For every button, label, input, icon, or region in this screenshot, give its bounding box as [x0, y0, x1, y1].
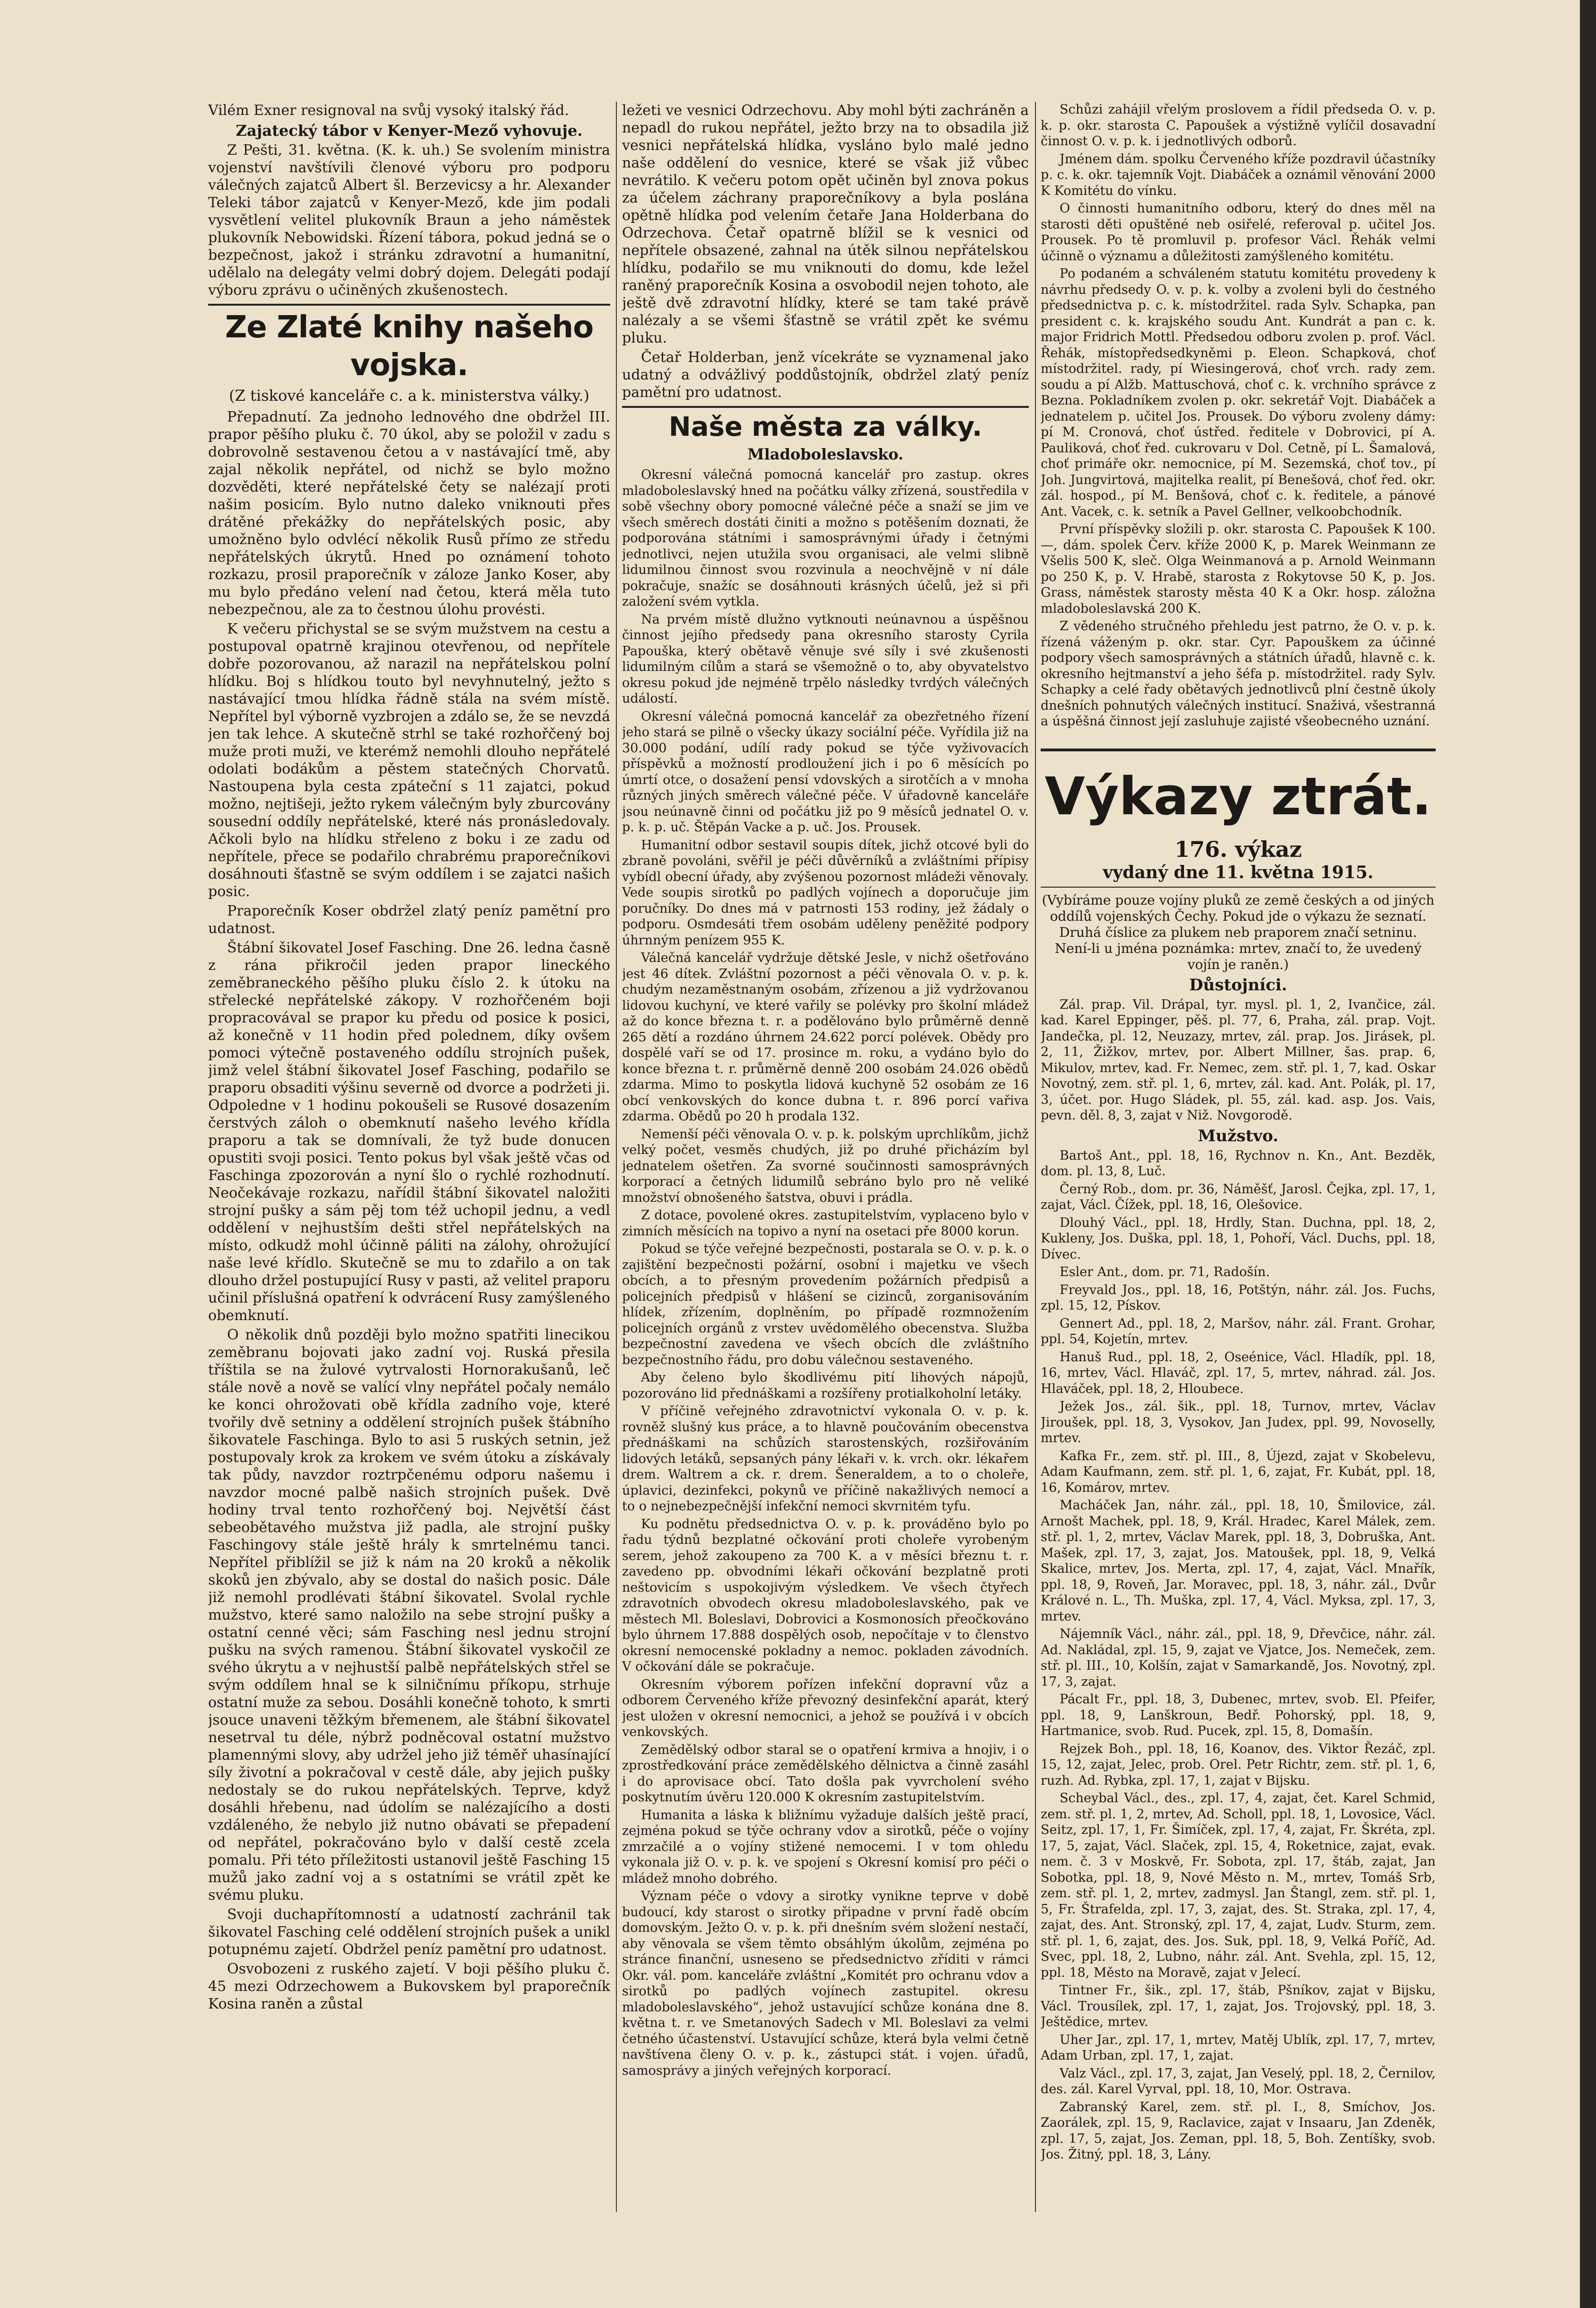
- category-men: Mužstvo.: [1198, 1126, 1279, 1145]
- list-item: Rejzek Boh., ppl. 18, 16, Koanov, des. Viktor Řezáč, zpl. 15, 12, zajat, Jelec, prob. Orel. Petr Richtr, zem. stř. pl. 1, 6, ruzh. Ad. Rybka, zpl. 17, 1, zajat v Bijsku.: [1041, 1741, 1436, 1788]
- paragraph: Vilém Exner resignoval na svůj vysoký italský řád.: [208, 102, 569, 119]
- list-item: Freyvald Jos., ppl. 18, 16, Potštýn, náhr. zál. Jos. Fuchs, zpl. 15, 12, Pískov.: [1041, 1282, 1436, 1313]
- paragraph: První příspěvky složili p. okr. starosta C. Papoušek K 100.—, dám. spolek Červ. kříže 2000 K, p. Marek Weinmann ze Všelis 500 K, sleč. Olga Weinmanová a p. Arnold Weinmann po 250 K, p. V. Hrabě, starosta z Rokytovse 50 K, p. Jos. Grass, náměstek starosty města 40 K a Okr. hosp. záložna mladoboleslavská 200 K.: [1041, 522, 1436, 616]
- list-item: Uher Jar., zpl. 17, 1, mrtev, Matěj Ublík, zpl. 17, 7, mrtev, Adam Urban, zpl. 17, 1, zajat.: [1041, 2032, 1436, 2063]
- paragraph: Humanitní odbor sestavil soupis dítek, jichž otcové byli do zbraně povoláni, svěřil je péči důvěrníků a zvláštními přípisy vybídl obecní úřady, aby zvýšenou pozornost mládeži věnovaly. Vede soupis sirotků po padlých vojínech a doporučuje jim poručníky. Do dnes má v patrnosti 153 rodiny, jež žádaly o podporu. Osmdesáti třem osobám uděleny peněžité podpory úhrnným penízem 955 K.: [622, 837, 1029, 948]
- column-3: [1041, 102, 1436, 2217]
- paragraph: Aby čeleno bylo škodlivému pití lihových nápojů, pozorováno lid přednáškami a rozšířeny protialkoholní letáky.: [622, 1370, 1029, 1401]
- men-list: [1041, 1148, 1436, 2163]
- paragraph: Ku podnětu předsednictva O. v. p. k. prováděno bylo po řadu týdnů bezplatné očkování proti choleře vyrobeným serem, jehož zakoupeno za 700 K. a v měsíci březnu t. r. zavedeno pp. obvodními lékaři očkování bezplatně proti neštovicím s uspokojivým výsledkem. Ve všech čtyřech zdravotních obvodech okresu mladoboleslavského, pak ve městech Ml. Boleslavi, Dobrovici a Kosmonosích přeočkováno bylo úhrnem 17.888 dospělých osob, nepočítaje v to členstvo okresní nemocenské pokladny a nemoc. pokladen závodních. V očkování dále se pokračuje.: [622, 1516, 1029, 1674]
- paragraph: Pokud se týče veřejné bezpečnosti, postarala se O. v. p. k. o zajištění bezpečnosti požární, osobní i majetku ve všech obcích, a to přesným provedením požárních předpisů a policejních předpisů v hlášení se cizinců, zorganisováním hlídek, zřízením, doplněním, po případě rozmnožením policejních orgánů z vrstev uvědomělého obecenstva. Služba bezpečnostní zavedena ve všech obcích dle zvláštního bezpečnostního řádu, pro dobu válečnou sestaveného.: [622, 1242, 1029, 1367]
- report-note: (Vybíráme pouze vojíny pluků ze země českých a od jiných oddílů vojenských Čechy. Pokud jde o výkazu že seznatí. Druhá číslice za plukem neb praporem značí setninu. Není-li u jména poznámka: mrtev, značí to, že uvedený vojín je raněn.): [1042, 892, 1435, 972]
- list-item: Ježek Jos., zál. šik., ppl. 18, Turnov, mrtev, Václav Jiroušek, ppl. 18, 3, Vysokov, Jan Judex, ppl. 99, Novoselly, mrtev.: [1041, 1399, 1436, 1445]
- paragraph: Schůzi zahájil vřelým proslovem a řídil předseda O. v. p. k. p. okr. starosta C. Papoušek a výstižně vylíčil dosavadní činnost O. v. p. k. i jednotlivých odborů.: [1041, 102, 1436, 149]
- paragraph: Okresním výborem pořízen infekční dopravní vůz a odborem Červeného kříže převozný desinfekční aparát, který jest uložen v okresní nemocnici, a jehož se používá i v obcích venkovských.: [622, 1677, 1029, 1739]
- list-item: Gennert Ad., ppl. 18, 2, Maršov, náhr. zál. Frant. Grohar, ppl. 54, Kojetín, mrtev.: [1041, 1316, 1436, 1347]
- paragraph: Okresní válečná pomocná kancelář pro zastup. okres mladoboleslavský hned na počátku války zřízená, soustředila v sobě všechny obory pomocné válečné péče a snaží se jim ve všech směrech dostáti činiti a možno s potěšením doznati, že podporována státními i samosprávnými úřady i četnými jednotlivci, nejen utužila svou organisaci, ale velmi slibně lidumilnou činnost svou rozvinula a neochvějně v ní dále pokračuje, snažíc se dosáhnouti krásných účelů, jež si při založení svém vytkla.: [622, 467, 1029, 609]
- list-item: Tintner Fr., šik., zpl. 17, štáb, Pšníkov, zajat v Bijsku, Václ. Trousílek, zpl. 17, 1, zajat, Jos. Trojovský, ppl. 18, 3. Ještědice, mrtev.: [1041, 1983, 1436, 2029]
- list-item: Zabranský Karel, zem. stř. pl. I., 8, Smíchov, Jos. Zaorálek, zpl. 15, 9, Raclavice, zajat v Insaaru, Jan Zdeněk, zpl. 17, 5, zajat, Jos. Zeman, ppl. 18, 5, Boh. Zentíšky, svob. Jos. Žitný, ppl. 18, 3, Lány.: [1041, 2099, 1436, 2162]
- category-officers: Důstojníci.: [1189, 975, 1288, 995]
- paragraph: O několik dnů později bylo možno spatřiti linecikou zeměbranu bojovati jako zadní voj. Ruská přesila tříštila se na žulové vytrvalosti Hornorakušanů, leč stále nově a nově se valící vlny nepřátel počaly nemálo ke konci ohrožovati obě křídla zadního voje, které tvořily dvě setniny a oddělení strojních pušek štábního šikovatele Faschinga. Bylo to asi 5 ruských setnin, jež postupovaly krok za krokem ve svém útoku a získávaly tak půdy, navzdor roztrpčenému odporu našemu i navzdor mocné palbě našich strojních pušek. Dvě hodiny trval tento rozhořčený boj. Největší část sebeobětavého mužstva již padla, ale strojní pušky Faschingovy stále ještě hrály k smrtelnému tanci. Nepřítel přiblížil se již k nám na 20 kroků a několik skoků jen zbývalo, aby se dostal do našich posic. Dále již nemohl prodlévati štábní šikovatel. Svolal rychle mužstvo, které samo naložilo na sebe strojní pušky a ostatní cenné věci; sám Fasching nesl jednu strojní pušku na svých ramenou. Štábní šikovatel vyskočil ze svého úkrytu a v nejhustší palbě nepřátelských střel se svým oddílem hnal se k silničnímu příkopu, strhuje ostatní muže za sebou. Dosáhli konečně tohoto, k smrti jsouce unaveni těžkým břemenem, ale štábní šikovatel nesetrval tu déle, nýbrž podněcoval ostatní mužstvo plamennými slovy, aby udržel jeho již téměř uhasínající síly životní a pokračoval v cestě dále, aby jejich pušky nedostaly se do rukou nepřátelských. Teprve, když dosáhli hřebenu, nad údolím se nalézajícího a dosti vzdáleného, že nebylo již nutno obávati se přepadení od nepřátel, pokračováno bylo v další cestě zcela pomalu. Při této příležitosti ustanovil ještě Fasching 15 mužů jako zadní voj a s ostatními se vrátil zpět ke svému pluku.: [208, 1327, 610, 1903]
- paragraph: Po podaném a schváleném statutu komitétu provedeny k návrhu předsedy O. v. p. k. volby a zvoleni byli do čestného předsednictva p. c. k. místodržitel. rada Sylv. Schapka, pan president c. k. krajského soudu Ant. Kundrát a pan c. k. major Fridrich Mottl. Předsedou odboru zvolen p. prof. Václ. Řehák, místopředsedkyněmi p. Eleon. Schapková, choť místodržitel. rady, pí Wiesingerová, choť vrch. rady zem. soudu a pí Alžb. Mattuschová, choť c. k. vrchního správce z Bezna. Pokladníkem zvolen p. okr. sekretář Vojt. Diabáček a jednatelem p. učitel Jos. Prousek. Do výboru zvoleny dámy: pí M. Cronová, choť ústřed. ředitele v Dobrovici, pí A. Pauliková, choť řed. cukrovaru v Dol. Cetně, pí L. Šamalová, choť primáře okr. nemocnice, pí M. Sezemská, choť tov., pí Joh. Jungvirtová, majitelka realit, pí Benešová, choť řed. okr. zál. hospod., pí M. Benšová, choť c. k. ředitele, a pánové Ant. Vacek, c. k. setník a Pavel Gellner, velkoobchodník.: [1041, 266, 1436, 519]
- subheadline: (Z tiskové kanceláře c. a k. ministerstva války.): [229, 387, 589, 405]
- list-item: Kafka Fr., zem. stř. pl. III., 8, Újezd, zajat v Skobelevu, Adam Kaufmann, zem. stř. pl. 1, 6, zajat, Fr. Kubát, ppl. 18, 16, Komárov, mrtev.: [1041, 1448, 1436, 1495]
- list-item: Scheybal Václ., des., zpl. 17, 4, zajat, čet. Karel Schmid, zem. stř. pl. 1, 2, mrtev, Ad. Scholl, ppl. 18, 1, Lovosice, Václ. Seitz, zpl. 17, 1, Fr. Šimíček, zpl. 17, 4, zajat, Fr. Škréta, zpl. 17, 5, zajat, Václ. Slaček, zpl. 15, 4, Roketnice, zajat, evak. nem. č. 3 v Moskvě, Fr. Sobota, zpl. 17, štáb, zajat, Jan Sobotka, ppl. 18, 9, Nové Město n. M., mrtev, Tomáš Srb, zem. stř. pl. 1, 2, mrtev, zadmysl. Jan Štangl, zem. stř. pl. 1, 5, Fr. Štrafelda, zpl. 17, 3, zajat, des. St. Straka, zpl. 17, 4, zajat, des. Ant. Stronský, zpl. 17, 4, zajat, Ludv. Sturm, zem. stř. pl. 1, 6, zajat, des. Jos. Suk, ppl. 18, 9, Velká Poříč, Ad. Svec, ppl. 18, 2, Lubno, náhr. zál. Ant. Svehla, zpl. 15, 12, ppl. 18, Město na Moravě, zajat v Jelecí.: [1041, 1791, 1436, 1980]
- article-body: [1041, 102, 1436, 730]
- headline-kenyer-mezo: Zajatecký tábor v Kenyer-Mező vyhovuje.: [236, 122, 583, 140]
- paragraph: O činnosti humanitního odboru, který do dnes měl na starosti děti opuštěné neb osiřelé, referoval p. učitel Jos. Prousek. Po tě promluvil p. profesor Václ. Řehák velmi účinně o významu a důležitosti zamýšleného komitétu.: [1041, 201, 1436, 264]
- list-item: Černý Rob., dom. pr. 36, Náměšť, Jarosl. Čejka, zpl. 17, 1, zajat, Václ. Čížek, ppl. 18, 16, Olešovice.: [1041, 1181, 1436, 1212]
- paragraph: Na prvém místě dlužno vytknouti neúnavnou a úspěšnou činnost jejího předsedy pana okresního starosty Cyrila Papouška, který obětavě věnuje své síly i své zkušenosti lidumilným cílům a stará se všemožně o to, aby obyvatelstvo okresu pokud jde nejméně trpělo následky tvrdých válečných událostí.: [622, 612, 1029, 706]
- report-date: vydaný dne 11. května 1915.: [1041, 862, 1436, 888]
- paragraph: Praporečník Koser obdržel zlatý peníz pamětní pro udatnost.: [208, 903, 610, 937]
- list-item: Valz Václ., zpl. 17, 3, zajat, Jan Veselý, ppl. 18, 2, Černilov, des. zál. Karel Vyrval, ppl. 18, 10, Mor. Ostrava.: [1041, 2066, 1436, 2097]
- list-item: Zál. prap. Vil. Drápal, tyr. mysl. pl. 1, 2, Ivančice, zál. kad. Karel Eppinger, pěš. pl. 77, 6, Praha, zál. prap. Vojt. Jandečka, pl. 12, Neuzazy, mrtev, zál. prap. Jos. Jirásek, pl. 2, 11, Žižkov, mrtev, por. Albert Millner, šas. prap. 6, Mikulov, mrtev, kad. Fr. Nemec, zem. stř. pl. 1, 7, kad. Oskar Novotný, zem. stř. pl. 1, 6, mrtev, zál. kad. Ant. Polák, pl. 17, 3, účet. por. Hugo Sládek, pl. 55, zál. kad. asp. Jos. Vais, pevn. děl. 8, 3, zajat v Niž. Novgorodě.: [1041, 997, 1436, 1123]
- paragraph: Z vědeného stručného přehledu jest patrno, že O. v. p. k. řízená váženým p. okr. star. Cyr. Papouškem za účinné podpory všech samosprávných a státních úřadů, hlavně c. k. okresního hejtmanství a jeho šéfa p. místodržitel. rady Sylv. Schapky a celé řady obětavých jednotlivců plní čestně úkoly dnešních pohnutých válečných institucí. Snaživá, všestranná a úspěšná činnost její zasluhuje zajisté všeobecného uznání.: [1041, 619, 1436, 729]
- paragraph: Štábní šikovatel Josef Fasching. Dne 26. ledna časně z rána přikročil jeden prapor lineckého zeměbraneckého pěšího pluku číslo 2. k útoku na střelecké nepřátelské zákopy. V rozhořčeném boji propracovával se prapor ku předu od posice k posici, až konečně v 11 hodin před polednem, díky ovšem pomoci výtečně postaveného oddílu strojních pušek, jimž velel štábní šikovatel Josef Fasching, podařilo se praporu obsaditi výšinu severně od dvorce a podržeti ji. Odpoledne v 1 hodinu pokoušeli se Rusové dosazením čerstvých záloh o obemknutí našeho levého křídla praporu a tak se domnívali, že tyž bude donucen opustiti svoji posici. Tento pokus byl však ještě včas od Faschinga zpozorován a nyní šlo o rychlé rozhodnutí. Neočekávaje rozkazu, nařídil štábní šikovatel naložiti strojní pušky a sám pěj tom též uchopil jednu, a vedl oddělení v nejhustším dešti střel nepřátelských na místo, odkudž mohl účinně páliti na zálohy, ohrožující naše levé křídlo. Skutečně se mu to zdařilo a on tak dlouho držel postupující Rusy v pasti, až velitel praporu učinil příslušná opatření k odvrácení Rusy zamýšleného obemknutí.: [208, 940, 610, 1324]
- headline-zlate-knihy: Ze Zlaté knihy našeho vojska.: [208, 304, 610, 384]
- paragraph: Četař Holderban, jenž vícekráte se vyznamenal jako udatný a odvážlivý poddůstojník, obdržel zlatý peníz pamětní pro udatnost.: [622, 349, 1029, 401]
- list-item: Macháček Jan, náhr. zál., ppl. 18, 10, Šmilovice, zál. Arnošt Machek, ppl. 18, 9, Král. Hradec, Karel Málek, zem. stř. pl. 1, 2, mrtev, Václav Marek, ppl. 18, 3, Dobruška, Ant. Mašek, zpl. 17, 3, zajat, Jos. Matoušek, ppl. 18, 9, Velká Skalice, mrtev, Jos. Merta, zpl. 17, 4, zajat, Václ. Mnařík, ppl. 18, 9, Roveň, Jar. Moravec, ppl. 18, 3, náhr. zál., Dvůr Králové n. L., Th. Muška, zpl. 17, 4, Václ. Myksa, zpl. 17, 3, mrtev.: [1041, 1498, 1436, 1624]
- paragraph: Humanita a láska k bližnímu vyžaduje dalších ještě prací, zejména pokud se týče ochrany vdov a sirotků, péče o vojíny zmrzačilé a o vojíny stižené nemocemi. I v tom ohledu vykonala již O. v. p. k. ve spojení s Okresní komisí pro péči o mládež mnoho dobrého.: [622, 1807, 1029, 1886]
- paragraph: Válečná kancelář vydržuje dětské Jesle, v nichž ošetřováno jest 46 dítek. Zvláštní pozornost a péči věnovala O. v. p. k. chudým nezaměstnaným osobám, zřízenou a již vydržovanou lidovou kuchyní, ve které vařily se polévky pro školní mládež až do konce března t. r. a podělováno bylo průměrně denně 265 dětí a rozdáno úhrnem 24.622 porcí polévek. Obědy pro dospělé vaří se od 17. prosince m. roku, a vydáno bylo do konce března t. r. průměrně denně 200 osobám 24.026 obědů zdarma. Mimo to poskytla lidová kuchyně 52 osobám ze 16 obcí venkovských do konce dubna t. r. 896 porcí vařiva zdarma. Obědů po 20 h prodala 132.: [622, 951, 1029, 1124]
- list-item: Nájemník Václ., náhr. zál., ppl. 18, 9, Dřevčice, náhr. zál. Ad. Nakládal, zpl. 15, 9, zajat ve Vjatce, Jos. Nemeček, zem. stř. pl. III., 10, Kolšín, zajat v Samarkandě, Jos. Novotný, zpl. 17, 3, zajat.: [1041, 1627, 1436, 1689]
- paragraph: Přepadnutí. Za jednoho lednového dne obdržel III. prapor pěšího pluku č. 70 úkol, aby se položil v zadu s dobrovolně sestavenou četou a v nastávající tmě, aby zajal několik nepřátel, od nichž se bylo možno dozvěděti, které nepřátelské čety se nalézají proti našim posicím. Bylo nutno daleko vniknouti přes drátěné překážky do nepřátelských posic, aby umožněno bylo odvlécí několik Rusů přímo ze středu nepřátelských úkrytů. Hned po oznámení tohoto rozkazu, prosil praporečník v záloze Janko Koser, aby mu bylo předáno velení nad četou, která měla tuto nebezpečnou, ale za to čestnou úlohu provésti.: [208, 409, 610, 618]
- paragraph: K večeru přichystal se se svým mužstvem na cestu a postupoval opatrně krajinou otevřenou, od nepřítele dobře pozorovanou, až narazil na nepřátelskou polní hlídku. Boj s hlídkou touto byl nevyhnutelný, ježto s nastávající tmou hlídka řádně stála na svém místě. Nepřítel byl výborně vyzbrojen a zdálo se, že se nevzdá jen tak lehce. A skutečně strhl se také rozhořčený boj muže proti muži, ve kterémž nemohli dlouho nepřátelé odolati bodákům a pěstem statečných Chorvatů. Nastoupena byla cesta zpáteční s 11 zajatci, pokud možno, nejtišeji, ježto rykem válečným byly zburcovány sousední oddíly nepřátelské, které nás pronásledovaly. Ačkoli bylo na hlídku střeleno z boku i ze zadu od nepřítele, přece se podařilo chrabrému praporečníkovi dosáhnouti šťastně se svým oddílem i se zajatci našich posic.: [208, 621, 610, 900]
- paragraph: Zemědělský odbor staral se o opatření krmiva a hnojiv, i o zprostředkování práce zemědělského dělnictva a činně zasáhl i do aprovisace obcí. Tato došla pak vyvrcholení svého poskytnutím úvěru 120.000 K okresním zastupitelstvím.: [622, 1742, 1029, 1805]
- subheadline-mladoboleslavsko: Mladoboleslavsko.: [747, 445, 903, 463]
- list-item: Dlouhý Václ., ppl. 18, Hrdly, Stan. Duchna, ppl. 18, 2, Kukleny, Jos. Duška, ppl. 18, 1, Pohoří, Václ. Duchs, ppl. 18, Dívec.: [1041, 1215, 1436, 1262]
- paragraph: V příčině veřejného zdravotnictví vykonala O. v. p. k. rovněž slušný kus práce, a to hlavně poučováním obecenstva přednáškami na schůzích starostenských, rozšiřováním lidových letáků, sepsaných pány lékaři v. k. vrch. okr. lékařem drem. Waltrem a ck. r. drem. Šeneraldem, a to o choleře, úplavici, dezinfekci, pokynů ve příčině nakažlivých nemocí a to o nejnebezpečnější infekční nemoci skvrnitém tyfu.: [622, 1404, 1029, 1514]
- officers-list: [1041, 997, 1436, 1124]
- headline-nase-mesta: Naše města za války.: [622, 406, 1029, 444]
- column-divider: [1035, 102, 1036, 2212]
- paragraph: Význam péče o vdovy a sirotky vynikne teprve v době budoucí, kdy starost o sirotky připadne v první řadě obcím domovským. Ježto O. v. p. k. při dnešním svém složení nestačí, aby věnovala se všem těmto obsáhlým úkolům, zejména po stránce finanční, usneseno se předsednictvo zříditi v rámci Okr. vál. pom. kanceláře zvláštní „Komitét pro ochranu vdov a sirotků po padlých vojínech zastupitel. okresu mladoboleslavského“, jehož ustavující schůze konána dne 8. května t. r. ve Smetanových Sadech v Ml. Boleslavi za velmi četného účastenství. Ustavující schůze, která byla velmi četně navštívena členy O. v. p. k., zástupci stát. i vojen. úřadů, samosprávy a jiných veřejných korporací.: [622, 1889, 1029, 2078]
- list-item: Bartoš Ant., ppl. 18, 16, Rychnov n. Kn., Ant. Bezděk, dom. pl. 13, 8, Luč.: [1041, 1148, 1436, 1179]
- paragraph: Osvobozeni z ruského zajetí. V boji pěšího pluku č. 45 mezi Odrzechowem a Bukovskem byl praporečník Kosina raněn a zůstal: [208, 1961, 610, 2012]
- list-item: Hanuš Rud., ppl. 18, 2, Oseénice, Václ. Hladík, ppl. 18, 16, mrtev, Václ. Hlaváč, zpl. 17, 5, mrtev, náhrad. zál. Jos. Hlaváček, ppl. 18, 2, Hloubece.: [1041, 1349, 1436, 1396]
- paragraph: Jménem dám. spolku Červeného kříže pozdravil účastníky p. c. k. okr. tajemník Vojt. Diabáček a oznámil věnování 2000 K Komitétu do vínku.: [1041, 151, 1436, 198]
- paragraph: ležeti ve vesnici Odrzechovu. Aby mohl býti zachráněn a nepadl do rukou nepřátel, ježto brzy na to obsadila již vesnici nepřátelská hlídka, vysláno bylo malé jedno naše oddělení do vesnice, které se však již vůbec nevrátilo. K večeru potom opět učiněn byl znova pokus za účelem záchrany praporečníkovy a byla poslána opětně hlídka pod velením četaře Jana Holderbana do Odrzechova. Četař opatrně blížil se k vesnici od nepřítele obsazené, zahnal na útěk silnou nepřátelskou hlídku, podařilo se mu vniknouti do domu, kde ležel raněný praporečník Kosina a osvobodil nejen tohoto, ale ještě dvě zdravotní hlídky, které se tam také právě nalézaly a se všemi šťastně se vrátil zpět ke svému pluku.: [622, 102, 1029, 346]
- list-item: Pácalt Fr., ppl. 18, 3, Dubenec, mrtev, svob. El. Pfeifer, ppl. 18, 9, Lanškroun, Bedř. Pohorský, ppl. 18, 9, Hartmanice, svob. Rud. Pucek, zpl. 15, 8, Domašín.: [1041, 1692, 1436, 1738]
- list-item: Esler Ant., dom. pr. 71, Radošín.: [1060, 1265, 1270, 1279]
- paragraph: Svoji duchapřítomností a udatností zachránil tak šikovatel Fasching celé oddělení strojních pušek a unikl potupnému zajetí. Obdržel peníz pamětní pro udatnost.: [208, 1906, 610, 1958]
- column-divider: [616, 102, 617, 2212]
- column-1: [208, 102, 610, 2217]
- article-body: [622, 467, 1029, 2079]
- paragraph: Nemenší péči věnovala O. v. p. k. polským uprchlíkům, jichž velký počet, vesměs chudých, již po druhé přicházím byl jednatelem ošetřen. Za svorné součinnosti samosprávných korporací a četných lidumilů sebráno bylo pro ně veliké množství obnošeného šatstva, obuvi i prádla.: [622, 1127, 1029, 1205]
- paragraph: Okresní válečná pomocná kancelář za obezřetného řízení jeho stará se pilně o všecky úkazy sociální péče. Vyřídila již na 30.000 podání, udílí rady pokud se týče vyživovacích příspěvků a možností prodloužení jich i po 6 měsících po úmrtí otce, o dosažení pensí vdovských a sirotčích a v mnoha různých jiných směrech válečné péče. V úřadovně kanceláře jsou neúnavně činni od počátku již po 9 měsíců jednatel O. v. p. k. p. uč. Štěpán Vacke a p. uč. Jos. Prousek.: [622, 709, 1029, 835]
- page-edge: [1580, 0, 1596, 2308]
- report-number: 176. výkaz: [1174, 836, 1302, 862]
- paragraph: Z dotace, povolené okres. zastupitelstvím, vyplaceno bylo v zimních měsících na topivo a nyní na osetaci pře 8000 korun.: [622, 1208, 1029, 1239]
- paragraph: Z Pešti, 31. května. (K. k. uh.) Se svolením ministra vojenství navštívili členové výboru pro podporu válečných zajatců Albert šl. Berzevicsy a hr. Alexander Teleki tábor zajatců v Kenyer-Mező, kde jim podali vysvětlení velitel plukovník Braun a jeho náměstek plukovník Nebowidski. Řízení tábora, pokud jedná se o bezpečnost, jakož i stránku zdravotní a humanitní, udělalo na delegáty velmi dobrý dojem. Delegáti podají výboru zprávu o učiněných zkušenostech.: [208, 142, 610, 299]
- column-2: [622, 102, 1029, 2217]
- headline-vykazy-ztrat: Výkazy ztrát.: [1041, 749, 1436, 827]
